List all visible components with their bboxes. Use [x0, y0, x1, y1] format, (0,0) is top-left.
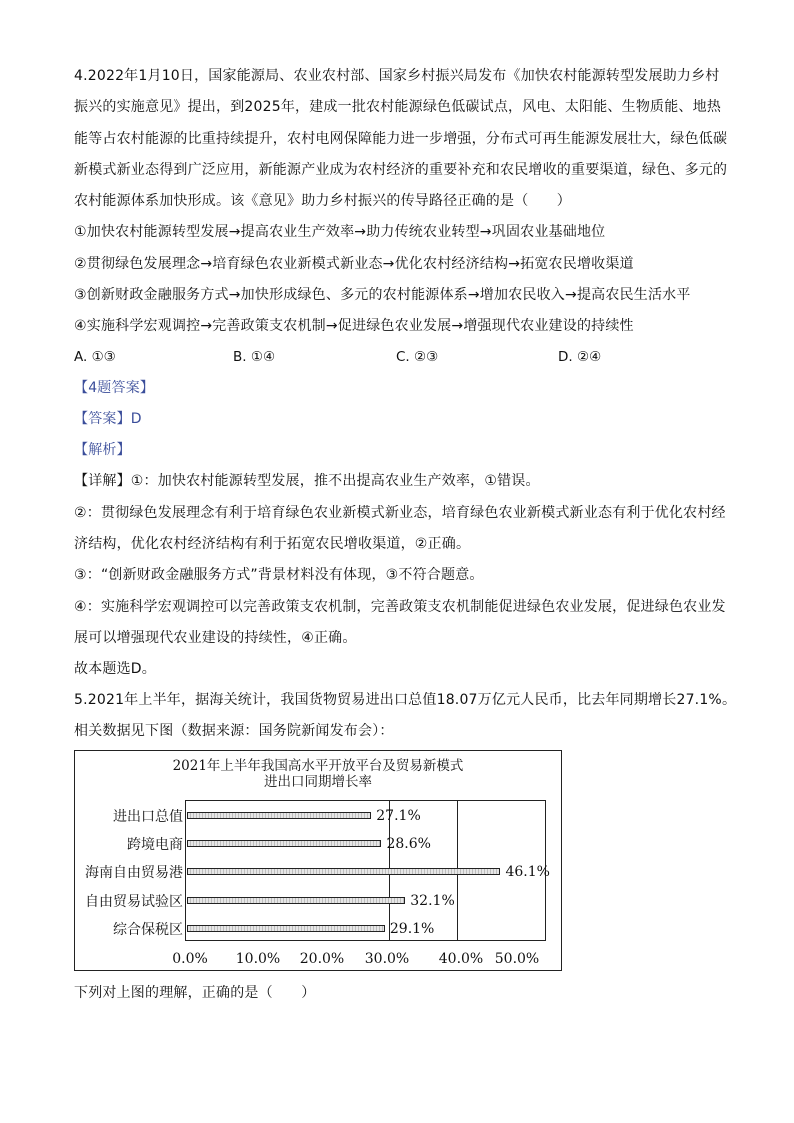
x-tick-label: 30.0%: [364, 951, 410, 967]
q4-stem-line: 4.2022年1月10日，国家能源局、农业农村部、国家乡村振兴局发布《加快农村能源转型发展助力乡村: [74, 68, 720, 84]
x-tick-label: 50.0%: [494, 951, 540, 967]
q4-analysis-header: 【解析】: [74, 442, 131, 458]
value-label: 28.6%: [386, 836, 431, 852]
q4-analysis-line: ④：实施科学宏观调控可以完善政策支农机制，完善政策支农机制能促进绿色农业发展，促进绿色农业发: [74, 599, 726, 615]
q4-item-2: ②贯彻绿色发展理念→培育绿色农业新模式新业态→优化农村经济结构→拓宽农民增收渠道: [74, 256, 634, 272]
x-tick-label: 0.0%: [172, 951, 208, 967]
q4-stem-line: 新模式新业态得到广泛应用，新能源产业成为农村经济的重要补充和农民增收的重要渠道，绿色、多元的: [74, 162, 728, 178]
bar: [187, 812, 371, 819]
value-label: 46.1%: [505, 864, 550, 880]
x-tick-label: 20.0%: [299, 951, 345, 967]
q5-stem-line: 相关数据见下图（数据来源：国务院新闻发布会）：: [74, 723, 394, 739]
category-label: 综合保税区: [113, 922, 183, 938]
q4-conclusion: 故本题选D。: [74, 661, 156, 677]
q4-option-b: B. ①④: [233, 349, 276, 365]
q4-item-3: ③创新财政金融服务方式→加快形成绿色、多元的农村能源体系→增加农民收入→提高农民生活水平: [74, 287, 691, 303]
bar: [187, 868, 500, 875]
category-label: 海南自由贸易港: [85, 865, 183, 881]
q5-stem-line: 5.2021年上半年，据海关统计，我国货物贸易进出口总值18.07万亿元人民币，比去年同期增长27.1%。: [74, 692, 737, 708]
category-label: 跨境电商: [127, 837, 183, 853]
q5-question: 下列对上图的理解，正确的是（ ）: [74, 985, 316, 1001]
chart-subtitle: 进出口同期增长率: [264, 774, 372, 790]
bar: [187, 840, 381, 847]
value-label: 29.1%: [389, 921, 435, 937]
q4-analysis-line: 【详解】①：加快农村能源转型发展，推不出提高农业生产效率，①错误。: [74, 473, 540, 489]
q4-answer: 【答案】D: [74, 411, 142, 427]
q4-analysis-line: ③：“创新财政金融服务方式”背景材料没有体现，③不符合题意。: [74, 567, 484, 583]
q4-option-c: C. ②③: [396, 349, 439, 365]
q4-stem-line: 振兴的实施意见》提出，到2025年，建成一批农村能源绿色低碳试点，风电、太阳能、生物质能、地热: [74, 99, 722, 115]
q4-analysis-line: ②：贯彻绿色发展理念有利于培育绿色农业新模式新业态，培育绿色农业新模式新业态有利于优化农村经: [74, 505, 726, 521]
q4-stem-line: 能等占农村能源的比重持续提升，农村电网保障能力进一步增强，分布式可再生能源发展壮大，绿色低碳: [74, 131, 728, 147]
q4-stem-line: 农村能源体系加快形成。该《意见》助力乡村振兴的传导路径正确的是（ ）: [74, 193, 571, 209]
q4-analysis-line: 济结构，优化农村经济结构有利于拓宽农民增收渠道，②正确。: [74, 536, 471, 552]
x-tick-label: 40.0%: [438, 951, 484, 967]
q4-option-d: D. ②④: [558, 349, 602, 365]
category-label: 自由贸易试验区: [85, 894, 183, 910]
q4-option-a: A. ①③: [74, 349, 116, 365]
bar: [187, 897, 405, 904]
value-label: 27.1%: [376, 808, 421, 824]
value-label: 32.1%: [410, 893, 455, 909]
chart-title: 2021年上半年我国高水平开放平台及贸易新模式: [172, 758, 464, 774]
q4-analysis-line: 展可以增强现代农业建设的持续性，④正确。: [74, 630, 357, 646]
category-label: 进出口总值: [113, 809, 183, 825]
bar: [187, 925, 385, 932]
q4-item-4: ④实施科学宏观调控→完善政策支农机制→促进绿色农业发展→增强现代农业建设的持续性: [74, 318, 634, 334]
q4-item-1: ①加快农村能源转型发展→提高农业生产效率→助力传统农业转型→巩固农业基础地位: [74, 224, 606, 240]
x-tick-label: 10.0%: [235, 951, 281, 967]
q4-answer-header: 【4题答案】: [74, 380, 155, 396]
